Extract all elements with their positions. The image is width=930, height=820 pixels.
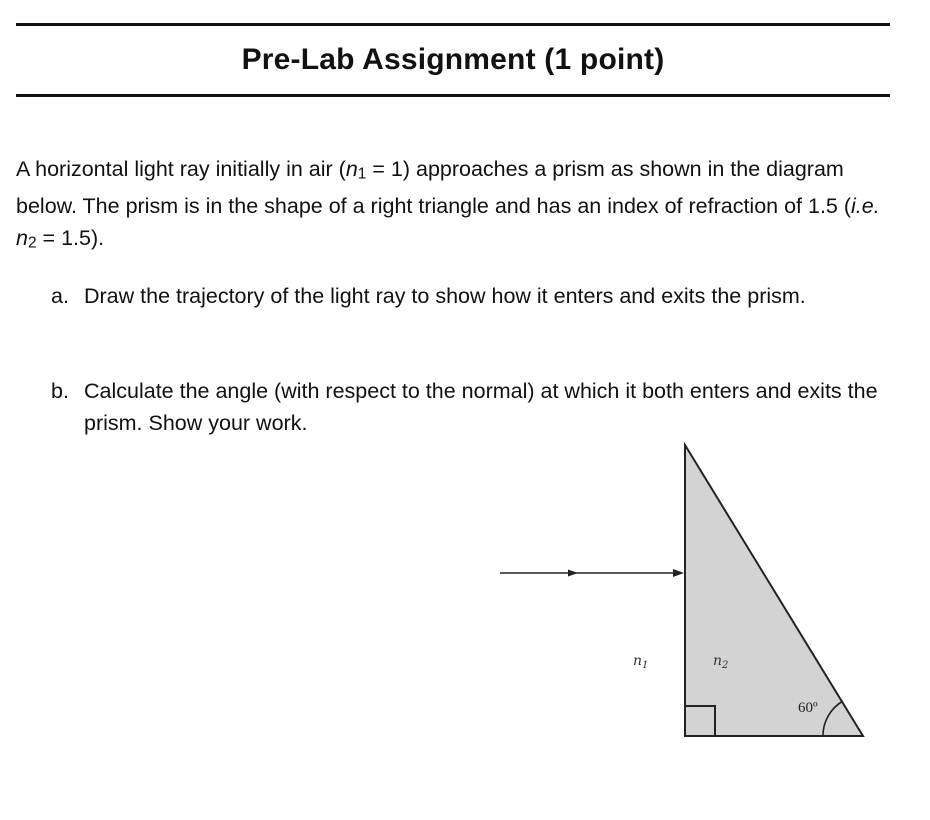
intro-text-1: A horizontal light ray initially in air ( (16, 157, 346, 181)
intro-text-3: = 1.5). (36, 226, 105, 251)
intro-n2-sub: 2 (27, 234, 37, 252)
prism-triangle (685, 445, 863, 736)
intro-ie: i.e. n (16, 194, 880, 251)
intro-n1-sub: 1 (357, 165, 367, 183)
intro-n1-var: n (345, 157, 358, 181)
question-a-text: Draw the trajectory of the light ray to show how it enters and exits the prism. (84, 284, 806, 308)
angle-label: 60º (798, 700, 818, 716)
n1-label: $n_1$ (633, 653, 649, 671)
question-b-marker: b. (51, 379, 69, 403)
intro-text-2: = 1) approaches a prism as shown in the diagram below. The prism is in the shape of a right triangle and has an index of refraction of 1.5 ( (16, 157, 852, 219)
ray-mid-arrow-icon (568, 570, 578, 577)
question-a-marker: a. (51, 284, 69, 308)
ray-end-arrow-icon (673, 569, 684, 577)
n2-label: $n_2$ (713, 653, 729, 671)
page-title: Pre-Lab Assignment (1 point) (241, 43, 665, 76)
question-b-text: Calculate the angle (with respect to the normal) at which it both enters and exits the prism. Show your work. (84, 379, 878, 435)
